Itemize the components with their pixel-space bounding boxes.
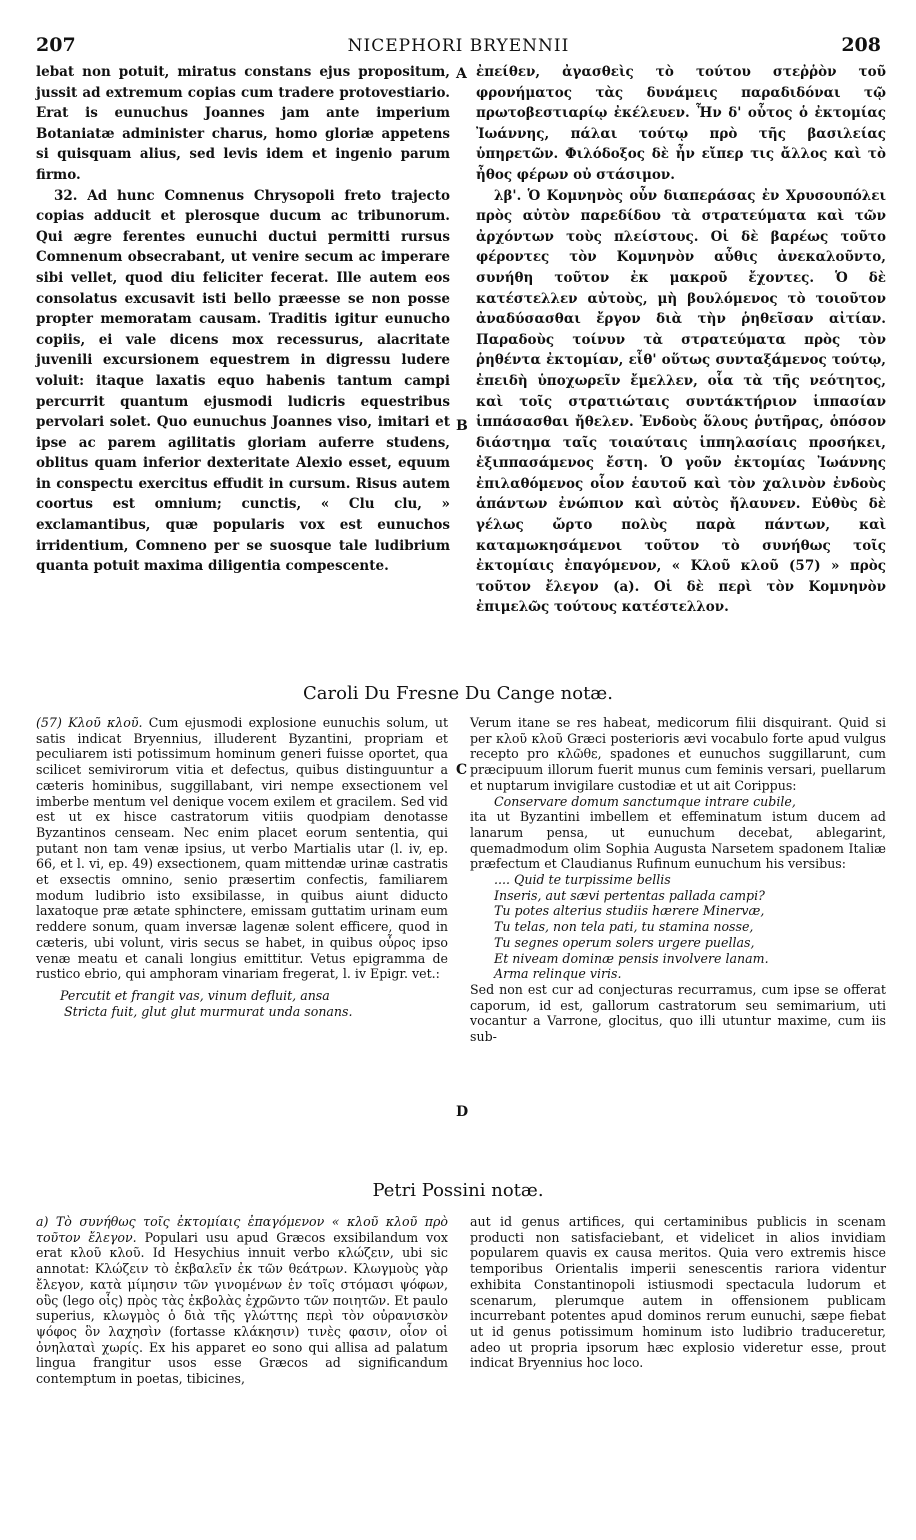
greek-main-column: [476, 62, 886, 618]
claudian-verses: [470, 872, 886, 982]
note-lemma: (57) Κλοῦ κλοῦ.: [36, 715, 143, 730]
greek-paragraph: λβ'. Ὁ Κομνηνὸς οὖν διαπεράσας ἐν Χρυσουπόλει πρὸς αὐτὸν παρεδίδου τὰ στρατεύματα καὶ τῶν ἀρχόντων τοὺς πλείστους. Οἱ δὲ βαρέως τοῦτο φέροντες τὸν Κομνηνὸν αὖθις ἀνεκαλοῦντο, συνήθη τοῦτον ἐκ μακροῦ ἔχοντες. Ὁ δὲ κατέστελλεν αὐτοὺς, μὴ βουλόμενος τὸ τοιοῦτον ἀναδύσασθαι ἔργον διὰ τὴν ῥηθεῖσαν αἰτίαν. Παραδοὺς τοίνυν τὰ στρατεύματα πρὸς τὸν ῥηθέντα ἐκτομίαν, εἶθ' οὕτως συνταξάμενος τούτῳ, ἐπειδὴ ὑποχωρεῖν ἔμελλεν, οἷα τὰ τῆς νεότητος, καὶ τοῖς στρατιώταις συντάκτήριον ἱππασίαν ἱππάσασθαι ἤθελεν. Ἐνδοὺς ὅλους ῥυτῆρας, ὁπόσον διάστημα ταῖς τοιαύταις ἱππηλασίαις προσήκει, ἐξιππασάμενος ἔστη. Ὁ γοῦν ἐκτομίας Ἰωάννης ἐπιλαθόμενος οἷον ἑαυτοῦ καὶ τὸν χαλινὸν ἐνδοὺς ἁπάντων ἐνώπιον καὶ αὐτὸς ἤλαυνεν. Εὐθὺς δὲ γέλως ὤρτο πολὺς παρὰ πάντων, καὶ καταμωκησάμενοι τοῦτον τὸ συνήθως τοῖς ἐκτομίαις ἐπαγόμενον, « Κλοῦ κλοῦ (57) » πρὸς τοῦτον ἔλεγον (a). Οἱ δὲ περὶ τὸν Κομνηνὸν ἐπιμελῶς τούτους κατέστελλον.: [476, 187, 886, 616]
verse-line: .... Quid te turpissime bellis: [494, 872, 671, 888]
note-lemma: a) Τὸ συνήθως τοῖς ἐκτομίαις ἐπαγόμενον « κλοῦ κλοῦ πρὸ τοῦτον ἔλεγον.: [36, 1214, 448, 1245]
margin-letter-a: A: [456, 66, 467, 82]
page-number-right: 208: [841, 34, 881, 56]
margin-letter-b: B: [456, 418, 468, 434]
verse-line: Percutit et frangit vas, vinum defluit, ansa: [60, 987, 330, 1003]
note-a-left-column: [36, 1214, 448, 1387]
note-57-left-column: [36, 715, 448, 1019]
latin-paragraph: 32. Ad hunc Comnenus Chrysopoli freto trajecto copias adducit et plerosque ducum ac tribunorum. Qui ægre ferentes eunuchi ductui permitti rursus Comnenum obsecrabant, ut venire secum ac imperare sibi vellet, quod diu feliciter fecerat. Ille autem eos consolatus excusavit isti bello præesse se non posse propter memoratam causam. Traditis igitur eunucho copiis, ei vale dicens mox recessurus, alacritate juvenili excursionem equestrem in digressu ludere voluit: itaque laxatis equo habenis tantum campi percurrit quantum ejusmodi ludicris equestribus pervolari solet. Quo eunuchus Joannes viso, imitari et ipse ac parem agilitatis gloriam auferre studens, oblitus quam inferior dexteritate Alexio esset, equum in conspectu exercitus effudit in cursum. Risus autem coortus est omnium; cunctis, « Clu clu, » exclamantibus, quæ popularis vox est eunuchos irridentium, Comneno per se suosque tale ludibrium quanta potuit maxima diligentia compescente.: [36, 187, 450, 575]
verse-line: Tu telas, non tela pati, tu stamina nosse,: [494, 919, 754, 935]
verse-line: Stricta fuit, glut glut murmurat unda sonans.: [64, 1003, 353, 1019]
verse-line: Et niveam dominæ pensis involvere lanam.: [494, 950, 769, 966]
verse-line: Tu potes alterius studiis hærere Minervæ,: [494, 903, 765, 919]
greek-paragraph: ἐπείθεν, ἀγασθεὶς τὸ τούτου στεῤῥὸν τοῦ φρονήματος τὰς δυνάμεις παραδιδόναι τῷ πρωτοβεστιαρίῳ ἐκέλευεν. Ἦν δ' οὗτος ὁ ἐκτομίας Ἰωάννης, πάλαι τούτῳ πρὸ τῆς βασιλείας ὑπηρετῶν. Φιλόδοξος δὲ ἦν εἴπερ τις ἄλλος καὶ τὸ ἦθος φέρων οὐ στάσιμον.: [476, 64, 886, 183]
page-number-left: 207: [36, 34, 76, 56]
verse-line: Inseris, aut sævi pertentas pallada campi?: [494, 887, 765, 903]
running-title: NICEPHORI BRYENNII: [347, 36, 570, 56]
section-heading: Petri Possini notæ.: [372, 1180, 544, 1201]
margin-letter-c: C: [456, 762, 468, 778]
note-text: Cum ejusmodi explosione eunuchis solum, ut satis indicat Bryennius, illuderent Byzantini, propriam et peculiarem isti potissimum hominum generi fuisse oportet, qua scilicet semivirorum vitia et defectus, quibus distinguuntur a cæteris hominibus, suggillabant, viri nempe exsectionem vel imberbe mentum vel denique vocem exilem et gracilem. Sed vid est ut ex hisce castratorum vitiis quodpiam denotasse Byzantinos censeam. Nec enim placet eorum sententia, qui putant non tam venæ ipsius, ut verbo Martialis utar (l. iv, ep. 66, et l. vi, ep. 49) exsectionem, quam mittendæ urinæ castratis et exsectis omnino, senio præsertim confectis, familiarem modum ludibrio isto exsibilasse, in quibus aiunt diducto laxatoque præ ætate sphinctere, emissam guttatim urinam eum reddere sonum, quam inversæ lagenæ solent efficere, quod in cæteris, ubi volunt, viris secus se habet, in quibus οὖρος ipso venæ meatu et canali longius emittitur. Vetus epigramma de rustico ebrio, qui amphoram vinariam fregerat, l. iv Epigr. vet.:: [36, 715, 448, 982]
note-text: aut id genus artifices, qui certaminibus publicis in scenam producti non satisfaciebant, et videlicet in alios invidiam popularem quavis ex causa meritos. Quia vero extremis hisce temporibus Orientalis imperii senescentis rariora videntur exhibita Constantinopoli istiusmodi spectacula ludorum et scenarum, plerumque autem in offensionem publicam incurrebant potentes apud dominos rerum eunuchi, sæpe fiebat ut id genus potissimum hominum isto ludibrio traduceretur, adeo ut propria ipsorum hæc explosio videretur esse, prout indicat Bryennius hoc loco.: [470, 1214, 886, 1371]
note-a-right-column: [470, 1214, 886, 1371]
verse-line: Tu segnes operum solers urgere puellas,: [494, 934, 755, 950]
note-text: Sed non est cur ad conjecturas recurramus, cum ipse se offerat caporum, id est, gallorum castratorum seu semimarium, uti vocantur a Varrone, glocitus, quo illi utuntur maxime, cum iis sub-: [470, 981, 886, 1045]
note-57-right-column: [470, 715, 886, 1045]
verse-line: Arma relinque viris.: [494, 966, 622, 982]
latin-paragraph: lebat non potuit, miratus constans ejus propositum, jussit ad extremum copias cum tradere protovestiario. Erat is eunuchus Joannes jam ante imperium Botaniatæ administer charus, homo gloriæ appetens si quisquam alius, sed levis idem et ingenio parum firmo.: [36, 64, 450, 183]
page-header: [36, 34, 881, 58]
note-text: Populari usu apud Græcos exsibilandum vox erat κλοῦ κλοῦ. Id Hesychius innuit verbo κλώζειν, ubi sic annotat: Κλώζειν τὸ ἐκβαλεῖν ἐκ τῶν θεάτρων. Κλωγμοὺς γὰρ ἔλεγον, κατὰ μίμησιν τῶν γινομένων ἐν τοῖς στόμασι ψόφων, οὓς (lego οἷς) πρὸς τὰς ἐκβολὰς ἐχρῶντο τῶν ποιητῶν. Et paulo superius, κλωγμὸς ὁ διὰ τῆς γλώττης περὶ τὸν οὐρανισκὸν ψόφος ὃν λαχησὶν (fortasse κλάκησιν) τινὲς φασιν, οἷον οἱ ὀνηλαταὶ χωρίς. Ex his apparet eo sono qui allisa ad palatum lingua frangitur usos esse Græcos ad significandum contemptum in poetas, tibicines,: [36, 1229, 448, 1387]
latin-main-column: [36, 62, 450, 577]
note-text: Verum itane se res habeat, medicorum filii disquirant. Quid si per κλοῦ κλοῦ Græci posterioris ævi vocabulo forte apud vulgus recepto pro κλῶθε, spadones et eunuchos suggillarunt, cum præcipuum illorum fuerit munus cum feminis versari, puellarum et nuptarum invigilare custodiæ et ut ait Corippus:: [470, 715, 886, 793]
verse-line: Conservare domum sanctumque intrare cubile,: [494, 793, 796, 809]
note-text: ita ut Byzantini imbellem et effeminatum istum ducem ad lanarum pensa, ut eunuchum decebat, ablegarint, quemadmodum olim Sophia Augusta Narsetem spadonem Italiæ præfectum et Claudianus Rufinum eunuchum his versibus:: [470, 809, 886, 872]
margin-letter-d: D: [456, 1104, 469, 1120]
section-heading: Caroli Du Fresne Du Cange notæ.: [303, 683, 613, 704]
